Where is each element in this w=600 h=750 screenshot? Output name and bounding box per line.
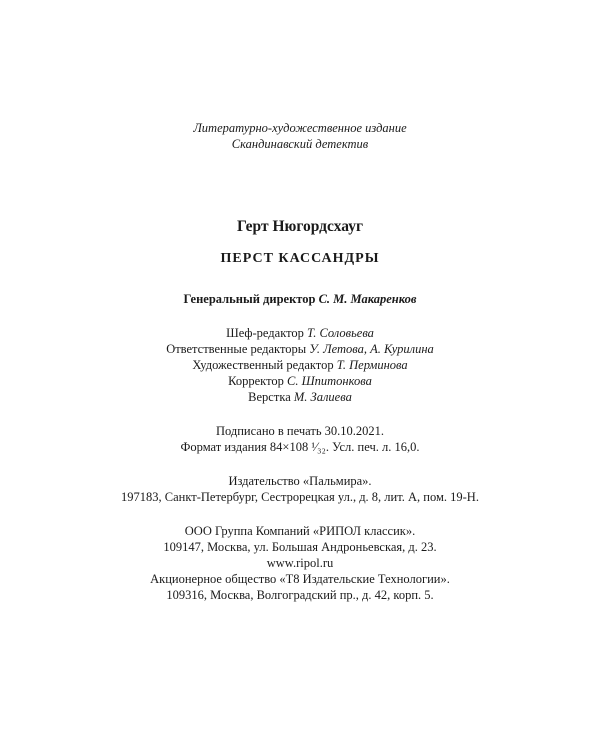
staff-chief-editor	[0, 325, 600, 341]
book-title: ПЕРСТ КАССАНДРЫ	[220, 251, 380, 266]
general-director	[0, 291, 600, 307]
staff-role: Шеф-редактор	[226, 326, 304, 340]
director-name: С. М. Макаренков	[318, 292, 417, 306]
series-line-1: Литературно-художественное издание	[193, 121, 407, 135]
publisher-name: Издательство «Пальмира».	[228, 474, 372, 488]
staff-proofreader	[0, 373, 600, 389]
publisher-address: 197183, Санкт-Петербург, Сестрорецкая ул., д. 8, лит. А, пом. 19-Н.	[121, 490, 479, 504]
printer-name: Акционерное общество «Т8 Издательские Технологии».	[150, 572, 450, 586]
ripol-site: www.ripol.ru	[266, 556, 334, 570]
ripol-address: 109147, Москва, ул. Большая Андроньевская, д. 23.	[163, 540, 437, 554]
staff-name: Т. Соловьева	[307, 326, 374, 340]
staff-role: Ответственные редакторы	[166, 342, 307, 356]
staff-role: Художественный редактор	[192, 358, 334, 372]
print-signed: Подписано в печать 30.10.2021.	[215, 424, 385, 438]
staff-role: Верстка	[248, 390, 291, 404]
staff-name: С. Шпитонкова	[287, 374, 372, 388]
series-line-2: Скандинавский детектив	[231, 137, 369, 151]
staff-layout	[0, 389, 600, 405]
ripol-name: ООО Группа Компаний «РИПОЛ классик».	[184, 524, 416, 538]
staff-name: М. Залиева	[293, 390, 352, 404]
staff-name: Т. Перминова	[336, 358, 408, 372]
printer-address: 109316, Москва, Волгоградский пр., д. 42, корп. 5.	[166, 588, 434, 602]
staff-art-editor	[0, 357, 600, 373]
staff-role: Корректор	[228, 374, 284, 388]
author-name: Герт Нюгордсхауг	[237, 218, 363, 235]
print-format: Формат издания 84×108 ¹⁄₃₂. Усл. печ. л. 16,0.	[180, 440, 420, 454]
staff-name: У. Летова, А. Курилина	[309, 342, 434, 356]
staff-responsible-editors	[0, 341, 600, 357]
director-role: Генеральный директор	[183, 292, 316, 306]
